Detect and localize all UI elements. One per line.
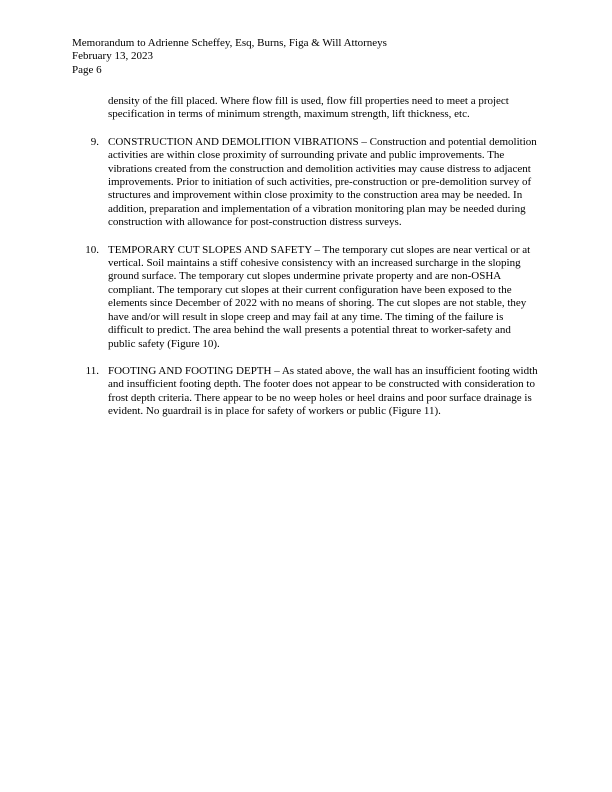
list-item-number: 9. <box>90 135 99 148</box>
paragraph-continuation: density of the fill placed. Where flow fill is used, flow fill properties need to meet a project specification in terms of minimum strength, maximum strength, lift thickness, etc. <box>108 95 509 121</box>
list-item-number: 11. <box>85 364 99 377</box>
list-item-10 <box>72 244 540 351</box>
memo-header <box>72 37 540 77</box>
memo-recipient-line: Memorandum to Adrienne Scheffey, Esq, Burns, Figa & Will Attorneys <box>72 37 387 49</box>
memo-body <box>72 95 540 433</box>
list-item-text: FOOTING AND FOOTING DEPTH – As stated above, the wall has an insufficient footing width and insufficient footing depth. The footer does not appear to be constructed with consideration to frost depth criteria. There appear to be no weep holes or heel drains and poor surface drainage is evident. No guardrail is in place for safety of workers or public (Figure 11). <box>108 364 538 418</box>
memo-page-number: Page 6 <box>72 63 102 76</box>
list-item-text: TEMPORARY CUT SLOPES AND SAFETY – The temporary cut slopes are near vertical or at vertical. Soil maintains a stiff cohesive consistency with an increased surcharge in the sloping ground surface. The temporary cut slopes undermine private property and are non-OSHA compliant. The temporary cut slopes at their current configuration have been exposed to the elements since December of 2022 with no means of shoring. The cut slopes are not stable, they have and/or will result in slope creep and may fail at any time. The timing of the failure is difficult to predict. The area behind the wall presents a potential threat to worker-safety and public safety (Figure 10). <box>108 243 531 350</box>
list-item-9 <box>72 136 540 230</box>
list-item-number: 10. <box>85 243 99 256</box>
list-item-text: CONSTRUCTION AND DEMOLITION VIBRATIONS – Construction and potential demolition activities are within close proximity of surrounding private and public improvements. The vibrations created from the construction and demolition activities may cause distress to adjacent improvements. Prior to initiation of such activities, pre-construction or pre-demolition survey of structures and improvement within close proximity to the construction area may be needed. In addition, preparation and implementation of a vibration monitoring plan may be needed during construction with allowance for post-construction distress surveys. <box>108 135 537 229</box>
list-item-11 <box>72 365 540 419</box>
memo-date-line: February 13, 2023 <box>72 50 153 63</box>
